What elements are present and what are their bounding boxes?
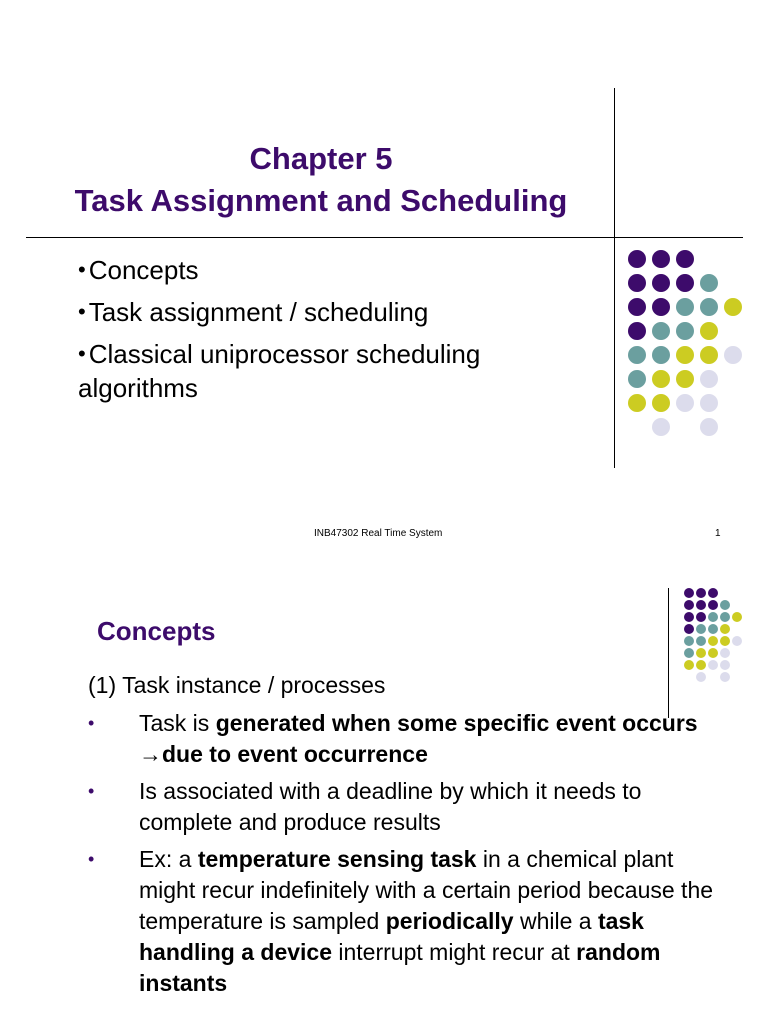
title-line-2: Task Assignment and Scheduling: [74, 183, 568, 218]
slide1-footer-text: INB47302 Real Time System: [314, 528, 443, 539]
decorative-dot: [700, 322, 718, 340]
text-run: interrupt might recur at: [332, 939, 577, 965]
decorative-dot: [708, 612, 718, 622]
decorative-dot: [676, 346, 694, 364]
decorative-dot: [700, 298, 718, 316]
decorative-dot: [676, 298, 694, 316]
slide1-page-number: 1: [715, 528, 721, 539]
decorative-dot: [684, 588, 694, 598]
decorative-dot: [696, 636, 706, 646]
decorative-dot: [652, 298, 670, 316]
decorative-dot: [708, 648, 718, 658]
decorative-dot: [724, 346, 742, 364]
slide1-bullet-list: [78, 254, 598, 412]
decorative-dot: [696, 600, 706, 610]
decorative-dot: [684, 612, 694, 622]
decorative-dot: [652, 322, 670, 340]
decorative-dot: [676, 370, 694, 388]
decorative-dot: [708, 660, 718, 670]
slide1-bullet-item: • Concepts: [78, 255, 199, 285]
decorative-dot: [676, 274, 694, 292]
decorative-dot: [720, 672, 730, 682]
slide1-bullet-item: • Task assignment / scheduling: [78, 297, 429, 327]
decorative-dot: [720, 636, 730, 646]
bold-text-run: random instants: [139, 939, 661, 996]
decorative-dot: [628, 274, 646, 292]
title-line-1: Chapter 5: [249, 141, 393, 176]
text-run: Ex: a: [139, 846, 198, 872]
slide2-bullet-item: [88, 844, 718, 999]
bullet-dot-icon: •: [78, 341, 86, 366]
decorative-dot: [628, 322, 646, 340]
decorative-dot: [700, 346, 718, 364]
slide2-bullet-item: [88, 708, 718, 770]
decorative-dot: [708, 624, 718, 634]
decorative-dot: [628, 250, 646, 268]
decorative-dot: [684, 624, 694, 634]
decorative-dot: [684, 648, 694, 658]
decorative-dot: [720, 600, 730, 610]
decorative-dot: [724, 298, 742, 316]
slide2-title: Concepts: [97, 616, 216, 646]
text-run: in a chemical plant might recur indefinitely with a certain period because the temperature is sampled: [139, 846, 714, 934]
decorative-dot: [696, 660, 706, 670]
decorative-dot: [720, 612, 730, 622]
slide1-horizontal-divider: [26, 237, 743, 238]
decorative-dot: [628, 394, 646, 412]
slide2-subtitle: (1) Task instance / processes: [88, 672, 386, 698]
decorative-dot: [708, 636, 718, 646]
slide2-bullet-list: [88, 708, 718, 1005]
bullet-dot-icon: •: [88, 781, 95, 801]
bullet-dot-icon: •: [78, 257, 86, 282]
slide1-bullet-item: • Classical uniprocessor scheduling algorithms: [78, 339, 481, 403]
decorative-dot: [652, 274, 670, 292]
text-run: Is associated with a deadline by which it needs to complete and produce results: [139, 778, 642, 835]
decorative-dot: [700, 370, 718, 388]
slide2-bullet-item: [88, 776, 718, 838]
bullet-dot-icon: •: [88, 713, 95, 733]
decorative-dot: [700, 394, 718, 412]
text-run: while a: [513, 908, 598, 934]
decorative-dot: [628, 298, 646, 316]
decorative-dot: [696, 648, 706, 658]
decorative-dot: [652, 370, 670, 388]
decorative-dot: [684, 636, 694, 646]
bold-text-run: generated when some specific event occurs →due to event occurrence: [139, 710, 698, 767]
decorative-dot: [696, 624, 706, 634]
decorative-dot: [720, 648, 730, 658]
bullet-dot-icon: •: [78, 299, 86, 324]
decorative-dot: [652, 346, 670, 364]
slide1-title: [26, 138, 616, 222]
decorative-dot: [684, 660, 694, 670]
decorative-dot: [708, 588, 718, 598]
decorative-dot: [652, 250, 670, 268]
decorative-dot: [696, 612, 706, 622]
decorative-dot: [684, 600, 694, 610]
decorative-dot: [720, 660, 730, 670]
bullet-dot-icon: •: [88, 849, 95, 869]
decorative-dot: [652, 418, 670, 436]
decorative-dot: [628, 370, 646, 388]
decorative-dot: [732, 636, 742, 646]
decorative-dot: [700, 274, 718, 292]
decorative-dot: [696, 588, 706, 598]
decorative-dot: [676, 394, 694, 412]
decorative-dot: [652, 394, 670, 412]
decorative-dot: [676, 250, 694, 268]
bold-text-run: periodically: [385, 908, 514, 934]
decorative-dot: [628, 346, 646, 364]
text-run: Task is: [139, 710, 216, 736]
decorative-dot: [676, 322, 694, 340]
decorative-dot: [708, 600, 718, 610]
decorative-dot: [720, 624, 730, 634]
slide2-vertical-divider: [668, 588, 669, 718]
bold-text-run: temperature sensing task: [197, 846, 477, 872]
decorative-dot: [696, 672, 706, 682]
bold-text-run: task handling a device: [139, 908, 644, 965]
decorative-dot: [700, 418, 718, 436]
decorative-dot: [732, 612, 742, 622]
